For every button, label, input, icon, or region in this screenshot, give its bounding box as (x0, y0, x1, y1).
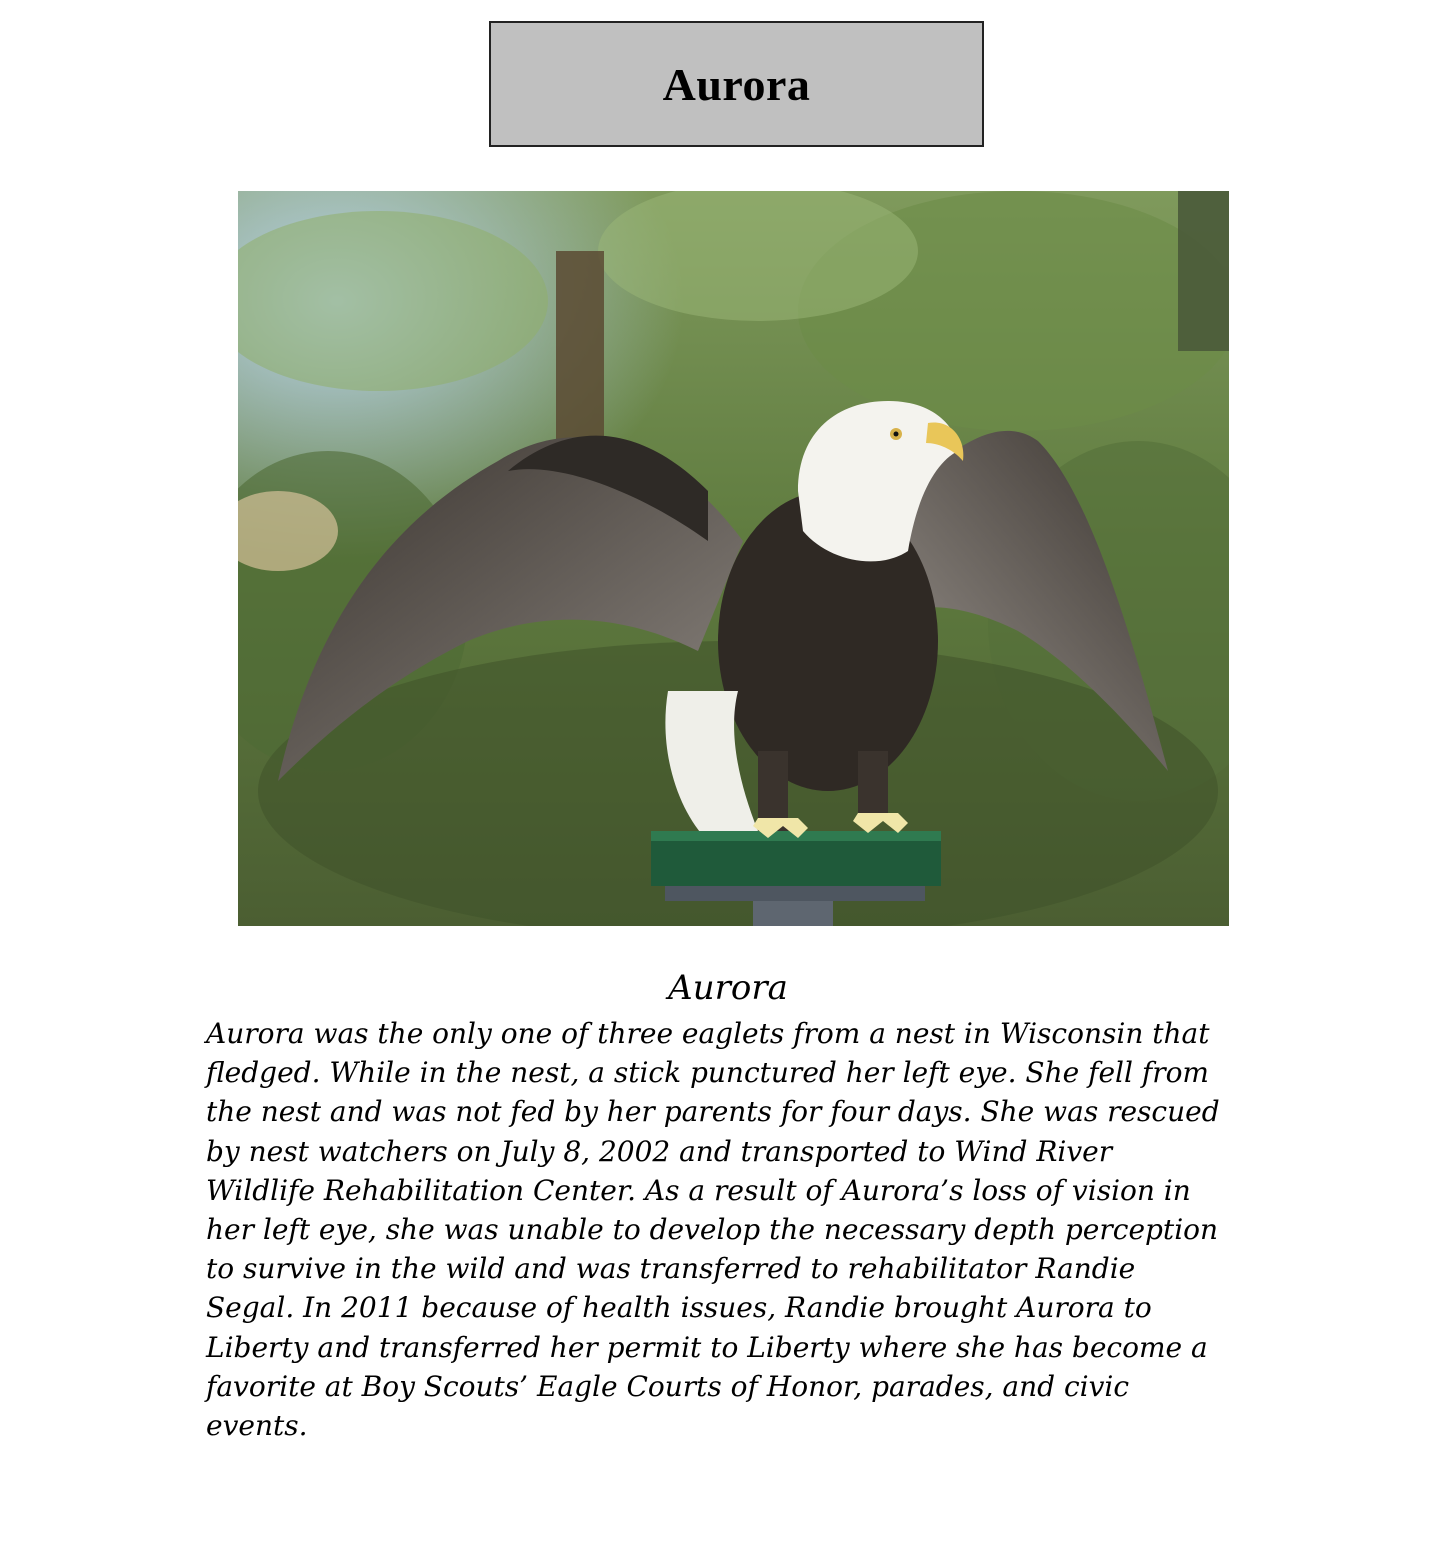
eagle-photo (238, 191, 1229, 926)
caption-title: Aurora (668, 968, 788, 1008)
page-title: Aurora (662, 58, 811, 110)
title-box (489, 21, 984, 147)
story-text: Aurora was the only one of three eaglets from a nest in Wisconsin that fledged. While in the nest, a stick punctured her left eye. She fell from the nest and was not fed by her parents for four days. She was rescued by nest watchers on July 8, 2002 and transported to Wind River Wildlife Rehabilitation Center. As a result of Aurora’s loss of vision in her left eye, she was unable to develop the necessary depth perception to survive in the wild and was transferred to rehabilitator Randie Segal. In 2011 because of health issues, Randie brought Aurora to Liberty and transferred her permit to Liberty where she has become a favorite at Boy Scouts’ Eagle Courts of Honor, parades, and civic events. (206, 1017, 1220, 1443)
